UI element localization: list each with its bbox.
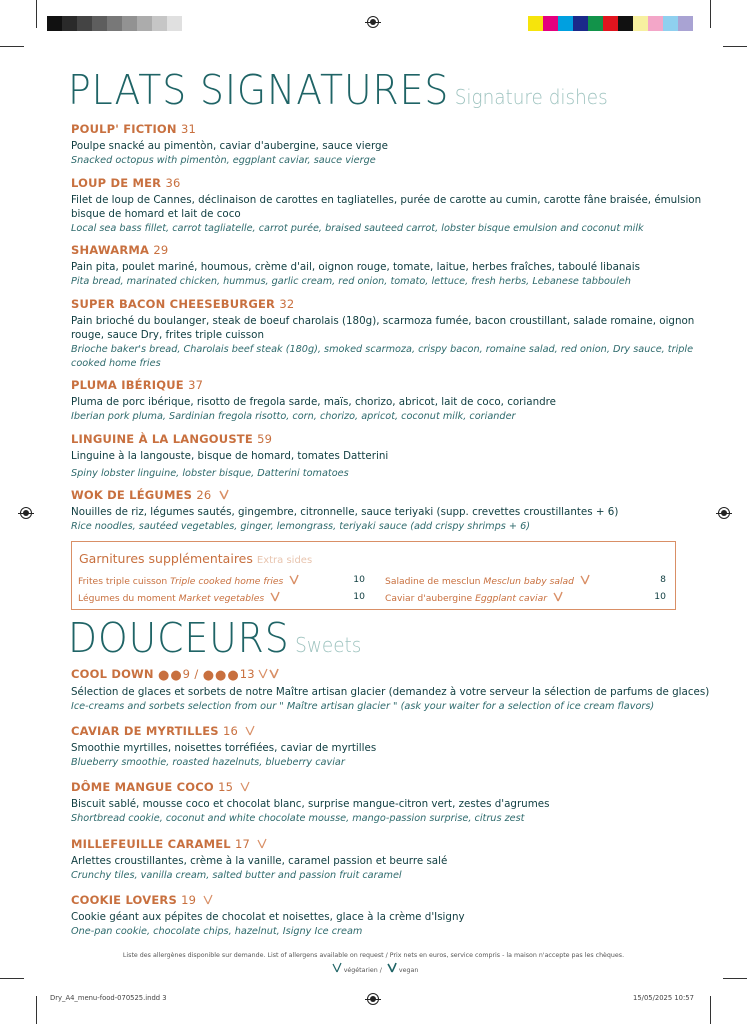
dish-description-en: Brioche baker's bread, Charolais beef steak (180g), smoked scarmoza, crispy bacon, romaine salad, red onion, Dry sauce, triple cooked home fries: [71, 344, 694, 369]
vegetarian-leaf-icon: [203, 894, 213, 905]
dish-wok-de-legumes: [71, 488, 711, 534]
gray-calibration-bar: [47, 16, 182, 31]
color-swatch: [618, 16, 633, 31]
side-item: Légumes du moment Market vegetables: [78, 591, 280, 604]
color-calibration-bar: [528, 16, 693, 31]
dish-price: 32: [279, 297, 295, 311]
gray-swatch: [152, 16, 167, 31]
sweets-title: DOUCEURS Sweets: [68, 614, 362, 662]
color-swatch: [528, 16, 543, 31]
dish-pluma-iberique: [71, 378, 711, 424]
gray-swatch: [62, 16, 77, 31]
gray-swatch: [77, 16, 92, 31]
color-swatch: [648, 16, 663, 31]
dish-price: 59: [257, 432, 273, 446]
dish-price: 15: [218, 780, 234, 794]
dish-description-fr: Pluma de porc ibérique, risotto de fregola sarde, maïs, chorizo, abricot, lait de coco, coriandre: [71, 396, 556, 408]
crop-mark: [0, 46, 24, 47]
dish-shawarma: [71, 243, 711, 289]
side-price: 10: [654, 591, 666, 602]
allergen-notice: Liste des allergènes disponible sur demande. List of allergens available on request / Prix nets en euros, service compris - la maison n'accepte pas les chèques.: [122, 952, 625, 959]
dish-description-fr: Biscuit sablé, mousse coco et chocolat blanc, surprise mangue-citron vert, zestes d'agrumes: [71, 798, 550, 810]
sides-title: Garnitures supplémentaires Extra sides: [79, 551, 313, 566]
side-item: Frites triple cuisson Triple cooked home fries: [78, 574, 299, 587]
vegetarian-leaf-icon: [245, 725, 255, 736]
color-swatch: [588, 16, 603, 31]
dish-price: 31: [180, 122, 196, 136]
dish-cool-down: [71, 667, 711, 714]
crop-mark: [723, 978, 747, 979]
crop-mark: [723, 46, 747, 47]
three-scoops-dots: ●●●: [202, 668, 240, 683]
dish-name: LINGUINE À LA LANGOUSTE: [71, 432, 253, 446]
dish-description-en: Blueberry smoothie, roasted hazelnuts, blueberry caviar: [71, 757, 345, 768]
dish-description-en: Snacked octopus with pimentòn, eggplant caviar, sauce vierge: [71, 155, 376, 166]
diet-legend: [0, 962, 747, 974]
registration-mark-bottom: [367, 993, 379, 1005]
dish-price: 36: [165, 176, 181, 190]
dish-description-fr: Arlettes croustillantes, crème à la vanille, caramel passion et beurre salé: [71, 855, 448, 867]
signatures-subtitle: Signature dishes: [454, 85, 608, 109]
side-item: Caviar d'aubergine Eggplant caviar: [385, 591, 563, 604]
dish-description-fr: Filet de loup de Cannes, déclinaison de carottes en tagliatelles, purée de carotte au cumin, carotte fâne braisée, émulsion bisque de homard et lait de coco: [71, 194, 702, 220]
gray-swatch: [47, 16, 62, 31]
vegetarian-leaf-icon: [257, 838, 267, 849]
dish-description-fr: Pain brioché du boulanger, steak de boeuf charolais (180g), scarmoza fumée, bacon croustillant, salade romaine, oignon rouge, sauce Dry, frites triple cuisson: [71, 315, 695, 341]
dish-price: 19: [181, 893, 197, 907]
vegan-leaf-icon: [219, 489, 229, 500]
dish-description-en: Spiny lobster linguine, lobster bisque, Datterini tomatoes: [71, 468, 349, 479]
vegetarian-leaf-icon: [240, 781, 250, 792]
vegetarian-leaf-icon: [258, 668, 268, 679]
vegan-leaf-icon: [387, 962, 397, 973]
gray-swatch: [137, 16, 152, 31]
file-slug: Dry_A4_menu-food-070525.indd 3: [50, 994, 167, 1002]
dish-description-en: Ice-creams and sorbets selection from our " Maître artisan glacier " (ask your waiter for a selection of ice cream flavors): [71, 701, 655, 712]
dish-description-fr: Poulpe snacké au pimentòn, caviar d'aubergine, sauce vierge: [71, 140, 388, 152]
vegan-label: vegan: [398, 967, 419, 974]
dish-poulp-fiction: [71, 122, 711, 168]
dish-name: CAVIAR DE MYRTILLES: [71, 724, 219, 738]
gray-swatch: [92, 16, 107, 31]
dish-description-fr: Sélection de glaces et sorbets de notre Maître artisan glacier (demandez à votre serveur la sélection de parfums de glaces): [71, 686, 710, 698]
dish-description-en: Local sea bass fillet, carrot tagliatelle, carrot purée, braised sauteed carrot, lobster bisque emulsion and coconut milk: [71, 223, 644, 234]
dish-name: WOK DE LÉGUMES: [71, 488, 193, 502]
dish-name: COOL DOWN: [71, 667, 154, 681]
vegan-leaf-icon: [270, 591, 280, 602]
dish-super-bacon-cheeseburger: [71, 297, 711, 371]
dish-name: LOUP DE MER: [71, 176, 162, 190]
signatures-title: PLATS SIGNATURES Signature dishes: [68, 66, 608, 114]
registration-mark-right: [718, 507, 730, 519]
dish-name: SHAWARMA: [71, 243, 150, 257]
sweets-subtitle: Sweets: [295, 633, 362, 657]
dish-linguine-langouste: [71, 432, 711, 481]
crop-mark: [36, 996, 37, 1024]
vegetarian-leaf-icon: [332, 962, 342, 973]
dish-cookie-lovers: [71, 893, 711, 939]
dish-description-fr: Nouilles de riz, légumes sautés, gingembre, citronnelle, sauce teriyaki (supp. crevettes croustillantes + 6): [71, 506, 619, 518]
side-price: 10: [353, 574, 365, 585]
dish-description-en: Iberian pork pluma, Sardinian fregola risotto, corn, chorizo, apricot, coconut milk, coriander: [71, 411, 516, 422]
dish-price: 29: [153, 243, 169, 257]
dish-loup-de-mer: [71, 176, 711, 236]
side-item: Saladine de mesclun Mesclun baby salad: [385, 574, 590, 587]
crop-mark: [710, 0, 711, 28]
dish-description-fr: Cookie géant aux pépites de chocolat et noisettes, glace à la crème d'Isigny: [71, 911, 465, 923]
dish-price: 17: [235, 837, 251, 851]
dish-name: PLUMA IBÉRIQUE: [71, 378, 184, 392]
dish-price-two-scoops: 9: [182, 667, 191, 681]
color-swatch: [603, 16, 618, 31]
dish-name: DÔME MANGUE COCO: [71, 780, 214, 794]
vegan-leaf-icon: [289, 574, 299, 585]
dish-dome-mangue-coco: [71, 780, 711, 826]
color-swatch: [678, 16, 693, 31]
dish-caviar-myrtilles: [71, 724, 711, 770]
dish-price: 16: [222, 724, 238, 738]
color-swatch: [633, 16, 648, 31]
dish-name: POULP' FICTION: [71, 122, 177, 136]
color-swatch: [573, 16, 588, 31]
dish-description-en: Crunchy tiles, vanilla cream, salted butter and passion fruit caramel: [71, 870, 402, 881]
dish-description-en: One-pan cookie, chocolate chips, hazelnut, Isigny Ice cream: [71, 926, 363, 937]
dish-description-en: Shortbread cookie, coconut and white chocolate mousse, mango-passion surprise, citrus zest: [71, 813, 525, 824]
dish-name: SUPER BACON CHEESEBURGER: [71, 297, 276, 311]
price-separator: /: [194, 667, 199, 681]
gray-swatch: [122, 16, 137, 31]
color-swatch: [558, 16, 573, 31]
crop-mark: [710, 996, 711, 1024]
vegan-leaf-icon: [269, 668, 279, 679]
vegetarian-label: végétarien /: [343, 967, 382, 974]
dish-price: 26: [196, 488, 212, 502]
dish-name: COOKIE LOVERS: [71, 893, 177, 907]
color-swatch: [543, 16, 558, 31]
gray-swatch: [107, 16, 122, 31]
registration-mark-left: [20, 507, 32, 519]
dish-name: MILLEFEUILLE CARAMEL: [71, 837, 231, 851]
dish-price-three-scoops: 13: [239, 667, 255, 681]
vegan-leaf-icon: [580, 574, 590, 585]
registration-mark-top: [367, 16, 379, 28]
side-price: 10: [353, 591, 365, 602]
dish-description-fr: Linguine à la langouste, bisque de homard, tomates Datterini: [71, 450, 389, 462]
color-swatch: [663, 16, 678, 31]
dish-millefeuille-caramel: [71, 837, 711, 883]
vegan-leaf-icon: [553, 591, 563, 602]
dish-description-fr: Smoothie myrtilles, noisettes torréfiées, caviar de myrtilles: [71, 742, 377, 754]
side-price: 8: [660, 574, 666, 585]
sides-subtitle: Extra sides: [256, 555, 313, 566]
dish-description-en: Rice noodles, sautéed vegetables, ginger, lemongrass, teriyaki sauce (add crispy shrimps + 6): [71, 521, 531, 532]
dish-price: 37: [188, 378, 204, 392]
extra-sides-box: [71, 541, 676, 610]
date-slug: 15/05/2025 10:57: [633, 994, 694, 1002]
dish-description-en: Pita bread, marinated chicken, hummus, garlic cream, red onion, tomato, lettuce, fresh herbs, Lebanese tabbouleh: [71, 276, 631, 287]
two-scoops-dots: ●●: [157, 668, 183, 683]
dish-description-fr: Pain pita, poulet mariné, houmous, crème d'ail, oignon rouge, tomate, laitue, herbes fraîches, taboulé libanais: [71, 261, 640, 273]
crop-mark: [0, 978, 24, 979]
gray-swatch: [167, 16, 182, 31]
crop-mark: [36, 0, 37, 28]
